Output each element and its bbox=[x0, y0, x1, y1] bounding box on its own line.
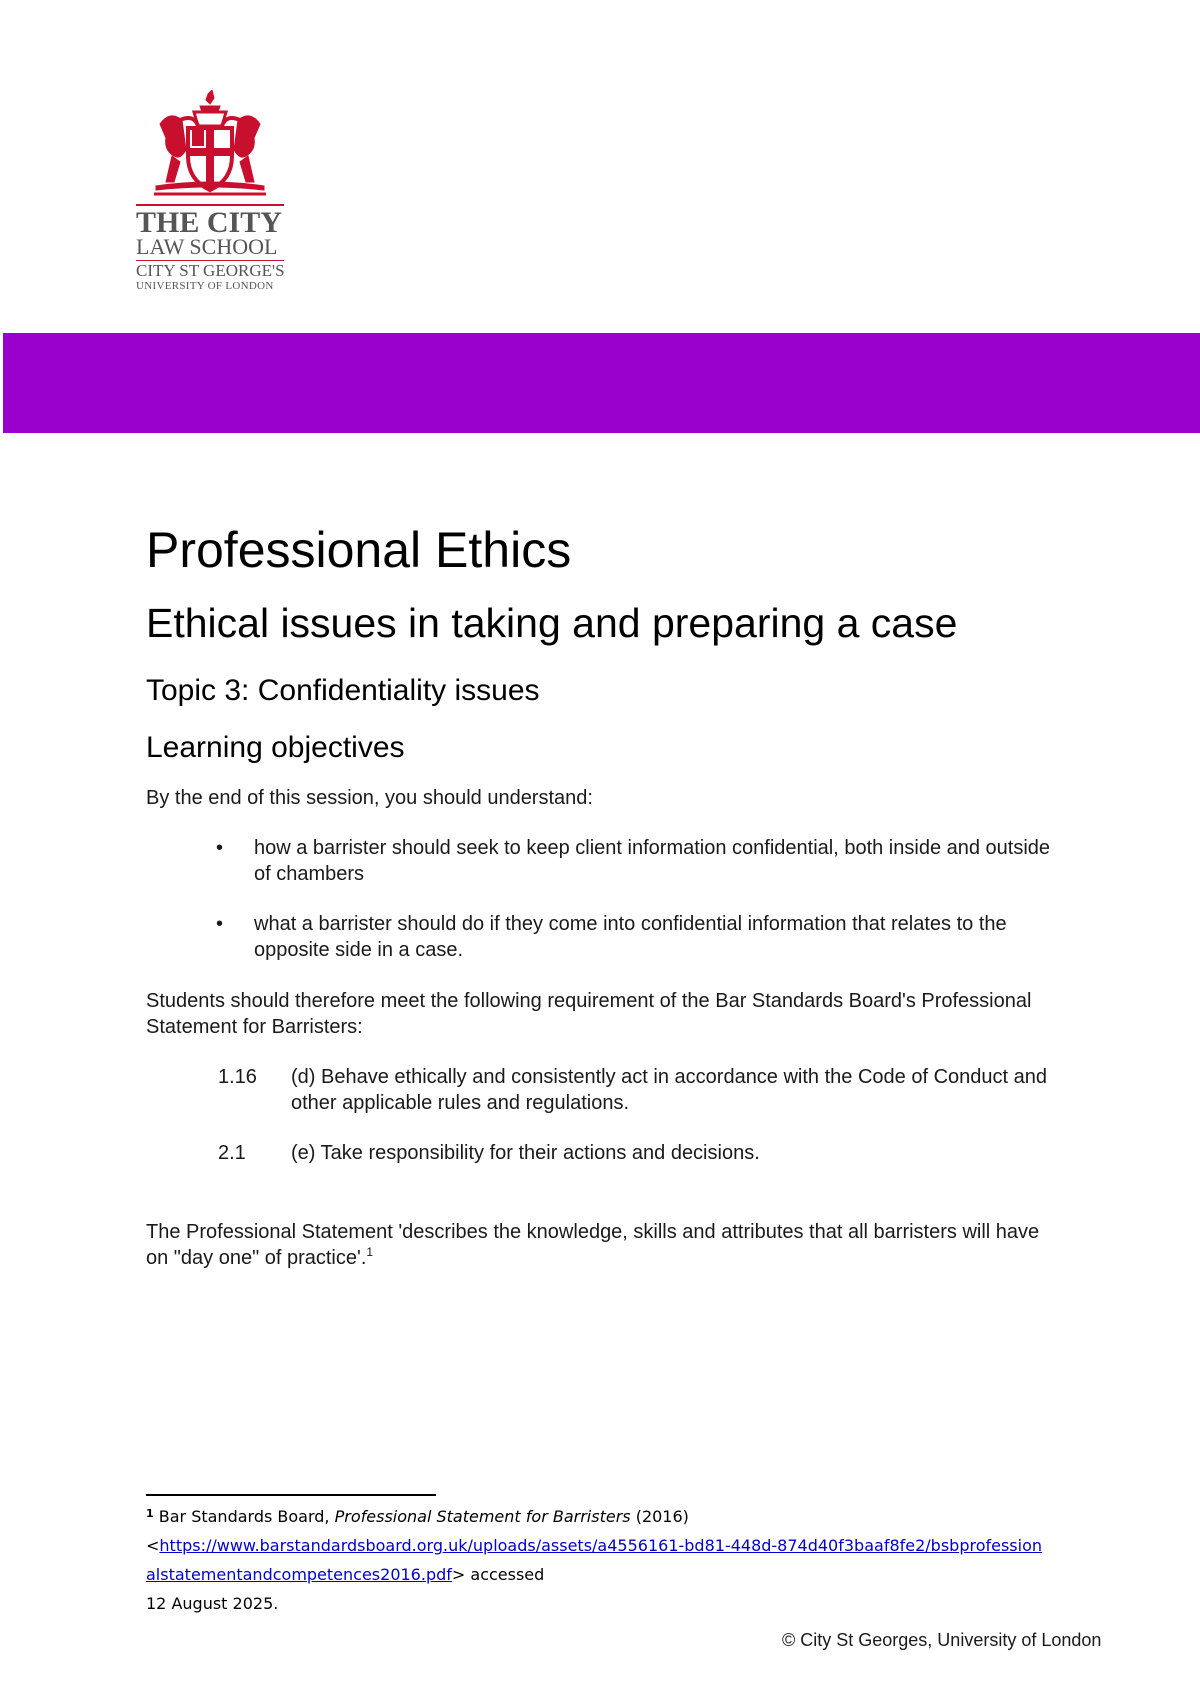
code-text: (e) Take responsibility for their actions and decisions. bbox=[291, 1142, 760, 1164]
footnote-reference[interactable]: 1 bbox=[366, 1245, 374, 1259]
page-subtitle: Ethical issues in taking and preparing a case bbox=[146, 600, 958, 646]
section-heading: Learning objectives bbox=[146, 731, 405, 764]
footnote-open-bracket: < bbox=[146, 1536, 160, 1555]
footnote-date: 12 August 2025. bbox=[146, 1594, 279, 1613]
list-item bbox=[146, 911, 1066, 963]
city-law-school-logo bbox=[130, 90, 290, 290]
title-block bbox=[146, 520, 1066, 580]
statement-paragraph bbox=[146, 1219, 1066, 1271]
list-item bbox=[146, 835, 1066, 887]
bullet-marker: • bbox=[216, 837, 224, 859]
crest-icon bbox=[150, 90, 270, 202]
footnote-close: > accessed bbox=[451, 1565, 545, 1584]
footnote-separator bbox=[146, 1494, 436, 1496]
code-number: 1.16 bbox=[218, 1066, 257, 1088]
intro-text: By the end of this session, you should understand: bbox=[146, 787, 593, 809]
logo-line-2: LAW SCHOOL bbox=[136, 234, 278, 259]
code-row bbox=[146, 1140, 1066, 1166]
header-band bbox=[3, 333, 1200, 433]
footnote-link[interactable]: https://www.barstandardsboard.org.uk/uploads/assets/a4556161-bd81-448d-874d40f3baaf8fe2/bsbprofessionalstatementandcompetences2016.pdf bbox=[146, 1536, 1043, 1584]
logo-line-1: THE CITY bbox=[136, 206, 282, 239]
footnote-line-1 bbox=[146, 1499, 1046, 1531]
requirement-text: Students should therefore meet the following requirement of the Bar Standards Board's Professional Statement for Barristers: bbox=[146, 990, 1032, 1038]
list-item-text: how a barrister should seek to keep client information confidential, both inside and outside of chambers bbox=[254, 837, 1051, 885]
page-title: Professional Ethics bbox=[146, 522, 572, 578]
code-list bbox=[146, 1064, 1066, 1190]
logo-line-4: UNIVERSITY OF LONDON bbox=[136, 280, 274, 292]
list-item-text: what a barrister should do if they come into confidential information that relates to the opposite side in a case. bbox=[254, 913, 1007, 961]
bullet-marker: • bbox=[216, 913, 224, 935]
footnote-author: Bar Standards Board, bbox=[158, 1507, 335, 1526]
objectives-list bbox=[146, 835, 1066, 987]
copyright-notice: © City St Georges, University of London bbox=[782, 1630, 1102, 1650]
code-text: (d) Behave ethically and consistently act in accordance with the Code of Conduct and other applicable rules and regulations. bbox=[291, 1066, 1047, 1114]
footnote-year: (2016) bbox=[630, 1507, 689, 1526]
code-number: 2.1 bbox=[218, 1142, 246, 1164]
footnote-line-2 bbox=[146, 1531, 1046, 1589]
logo-line-3: CITY ST GEORGE'S bbox=[136, 261, 285, 280]
topic-heading: Topic 3: Confidentiality issues bbox=[146, 674, 540, 707]
footnote-title: Professional Statement for Barristers bbox=[334, 1507, 631, 1526]
footnote bbox=[146, 1499, 1046, 1618]
code-row bbox=[146, 1064, 1066, 1116]
footnote-number: 1 bbox=[146, 1507, 154, 1520]
statement-text: The Professional Statement 'describes the knowledge, skills and attributes that all barristers will have on "day one" of practice'. bbox=[146, 1221, 1040, 1269]
